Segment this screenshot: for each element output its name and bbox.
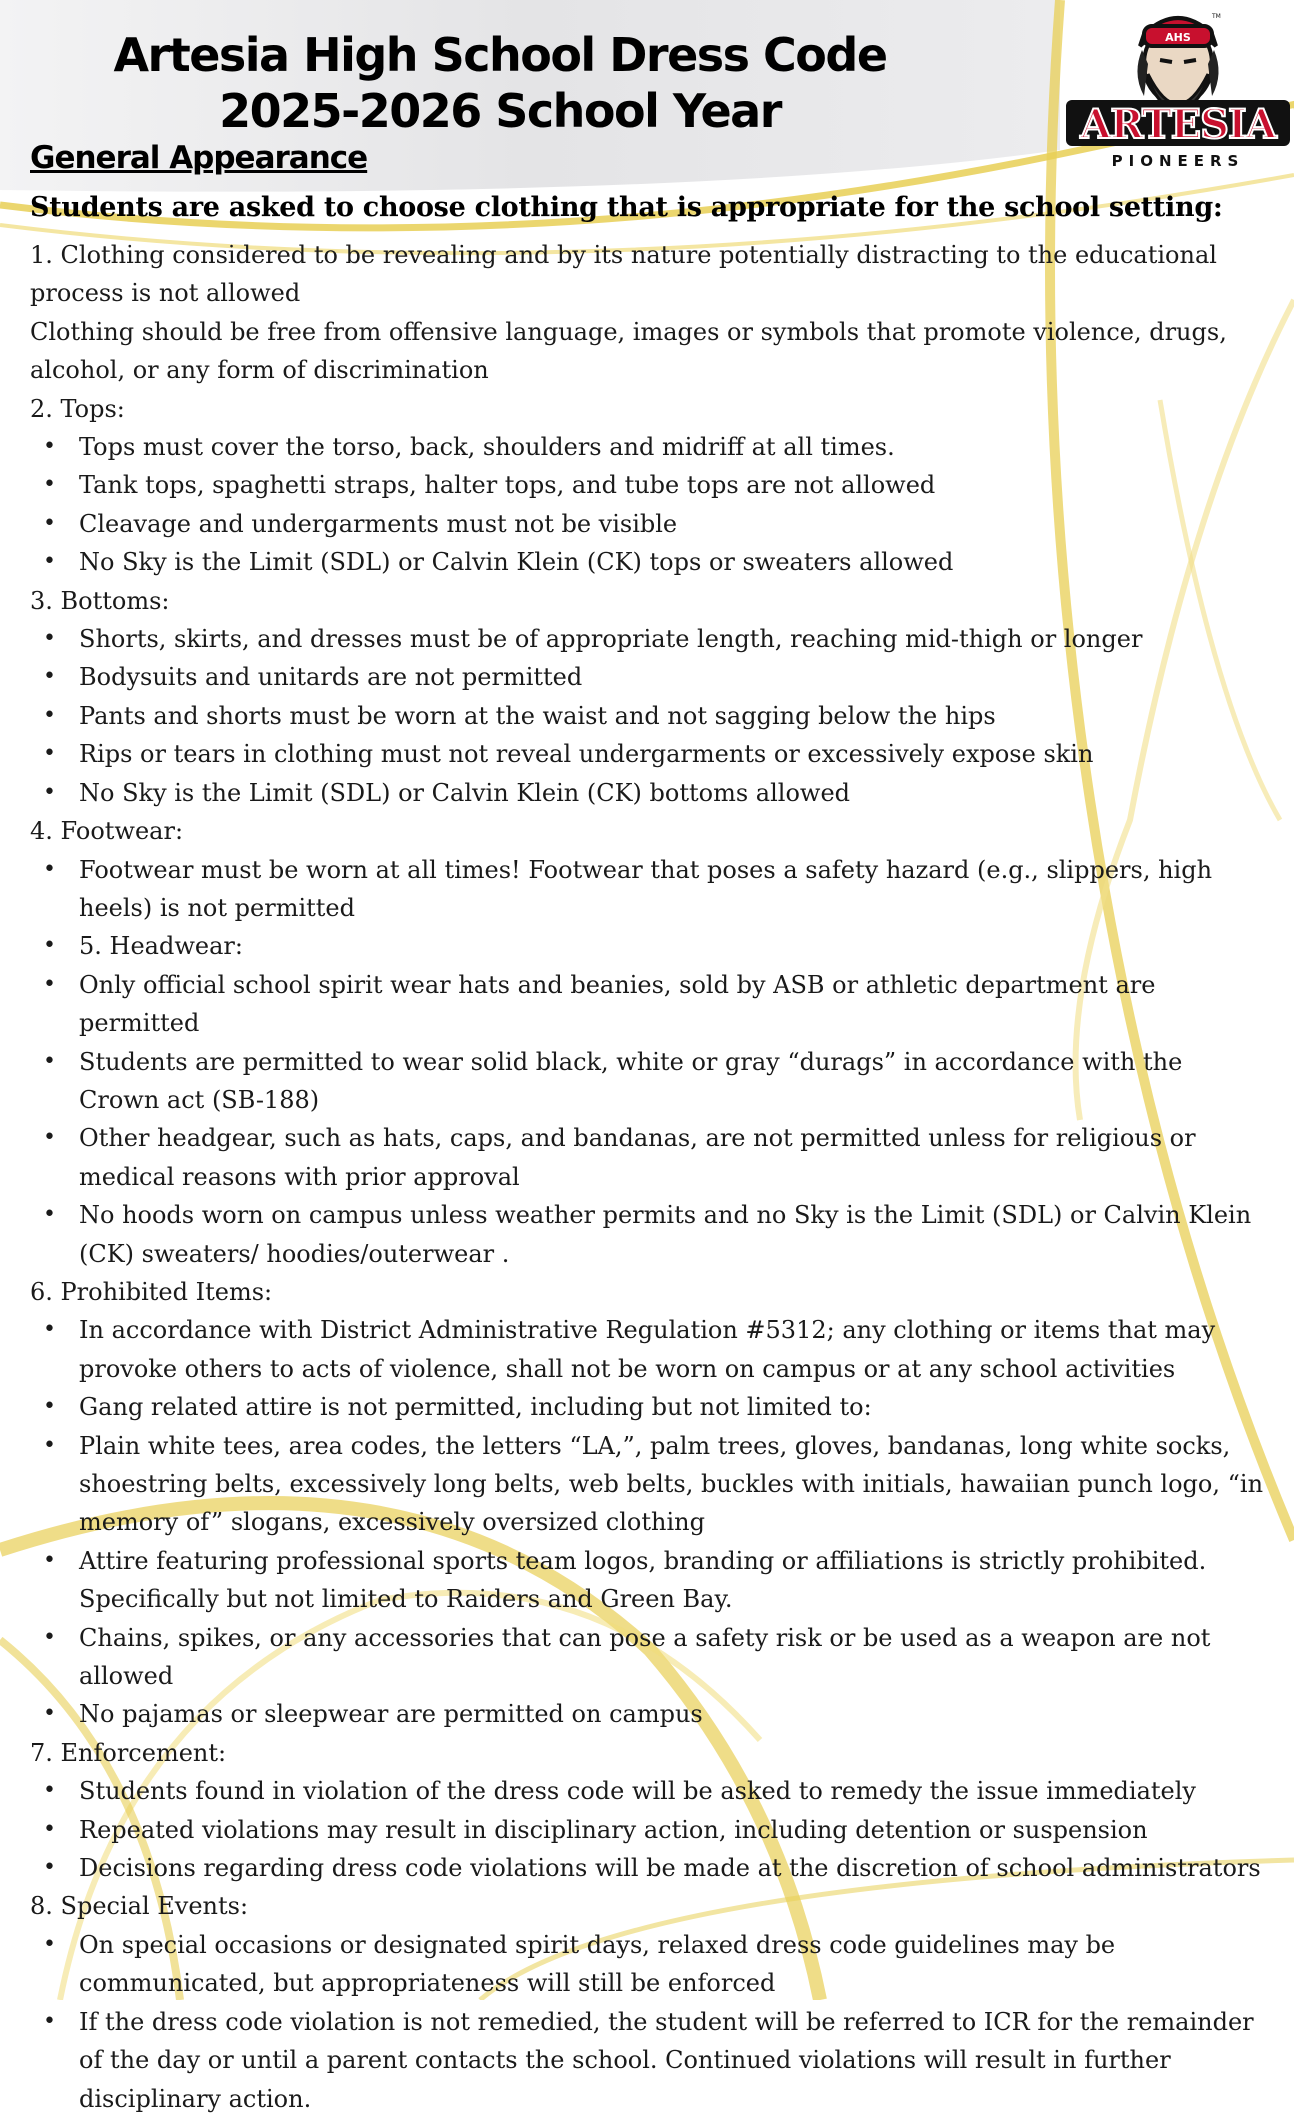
list-item: • Cleavage and undergarments must not be visible: [30, 505, 1270, 543]
page-subtitle: 2025-2026 School Year: [219, 84, 781, 138]
list-item: • Other headgear, such as hats, caps, and bandanas, are not permitted unless for religious or medical reasons with prior approval: [30, 1119, 1270, 1196]
list-item: • Tank tops, spaghetti straps, halter tops, and tube tops are not allowed: [30, 466, 1270, 504]
list-item: • Rips or tears in clothing must not reveal undergarments or excessively expose skin: [30, 735, 1270, 773]
list-item: • Students found in violation of the dress code will be asked to remedy the issue immediately: [30, 1772, 1270, 1810]
special-events-list: [30, 1926, 1270, 2118]
list-item: • On special occasions or designated spirit days, relaxed dress code guidelines may be communicated, but appropriateness will still be enforced: [30, 1926, 1270, 2003]
footwear-heading: 4. Footwear:: [30, 817, 184, 846]
list-item: • No Sky is the Limit (SDL) or Calvin Klein (CK) bottoms allowed: [30, 774, 1270, 812]
list-item: • Gang related attire is not permitted, including but not limited to:: [30, 1388, 1270, 1426]
prohibited-heading: 6. Prohibited Items:: [30, 1277, 273, 1306]
logo-wordmark: ARTESIA: [1080, 101, 1276, 148]
footwear-list: [30, 851, 1270, 1273]
rule-clothing-note: Clothing should be free from offensive language, images or symbols that promote violence, drugs, alcohol, or any form of discrimination: [30, 317, 1227, 385]
list-item: • Footwear must be worn at all times! Footwear that poses a safety hazard (e.g., slippers, high heels) is not permitted: [30, 851, 1270, 928]
list-item: • In accordance with District Administrative Regulation #5312; any clothing or items that may provoke others to acts of violence, shall not be worn on campus or at any school activities: [30, 1311, 1270, 1388]
enforcement-heading: 7. Enforcement:: [30, 1738, 227, 1767]
enforcement-list: [30, 1772, 1270, 1887]
section-heading: General Appearance: [30, 140, 368, 176]
prohibited-list: [30, 1311, 1270, 1733]
list-item: • Chains, spikes, or any accessories that can pose a safety risk or be used as a weapon are not allowed: [30, 1619, 1270, 1696]
list-item: • Bodysuits and unitards are not permitted: [30, 658, 1270, 696]
list-item: • Students are permitted to wear solid black, white or gray “durags” in accordance with the Crown act (SB-188): [30, 1043, 1270, 1120]
list-item: • Decisions regarding dress code violations will be made at the discretion of school administrators: [30, 1849, 1270, 1887]
list-item: • Pants and shorts must be worn at the waist and not sagging below the hips: [30, 697, 1270, 735]
bottoms-heading: 3. Bottoms:: [30, 586, 170, 615]
trademark-mark: TM: [1212, 13, 1221, 20]
logo-tagline: PIONEERS: [1111, 152, 1245, 170]
special-events-heading: 8. Special Events:: [30, 1892, 249, 1921]
list-item: • 5. Headwear:: [30, 927, 1270, 965]
list-item: • No pajamas or sleepwear are permitted on campus: [30, 1695, 1270, 1733]
list-item: • If the dress code violation is not remedied, the student will be referred to ICR for the remainder of the day or until a parent contacts the school. Continued violations will result in further disciplinary action.: [30, 2003, 1270, 2118]
list-item: • Shorts, skirts, and dresses must be of appropriate length, reaching mid-thigh or longer: [30, 620, 1270, 658]
list-item: • Tops must cover the torso, back, shoulders and midriff at all times.: [30, 428, 1270, 466]
tops-heading: 2. Tops:: [30, 394, 125, 423]
tops-list: [30, 428, 1270, 582]
list-item: • Only official school spirit wear hats and beanies, sold by ASB or athletic department are permitted: [30, 966, 1270, 1043]
logo-badge-text: AHS: [1165, 31, 1191, 44]
bottoms-list: [30, 620, 1270, 812]
list-item: • Plain white tees, area codes, the letters “LA,”, palm trees, gloves, bandanas, long white socks, shoestring belts, excessively long belts, web belts, buckles with initials, hawaiian punch logo, “in memory of” slogans, excessively oversized clothing: [30, 1427, 1270, 1542]
list-item: • No Sky is the Limit (SDL) or Calvin Klein (CK) tops or sweaters allowed: [30, 543, 1270, 581]
page-title: Artesia High School Dress Code: [113, 28, 887, 82]
rules-list: [30, 236, 1270, 2118]
rule-clothing: 1. Clothing considered to be revealing and by its nature potentially distracting to the educational process is not allowed: [30, 241, 1217, 308]
list-item: • Attire featuring professional sports team logos, branding or affiliations is strictly prohibited. Specifically but not limited to Raiders and Green Bay.: [30, 1542, 1270, 1619]
list-item: • Repeated violations may result in disciplinary action, including detention or suspension: [30, 1811, 1270, 1849]
intro-statement: Students are asked to choose clothing that is appropriate for the school setting:: [30, 192, 1223, 223]
list-item: • No hoods worn on campus unless weather permits and no Sky is the Limit (SDL) or Calvin Klein (CK) sweaters/ hoodies/outerwear .: [30, 1196, 1270, 1273]
artesia-pioneers-logo: [1062, 4, 1294, 174]
